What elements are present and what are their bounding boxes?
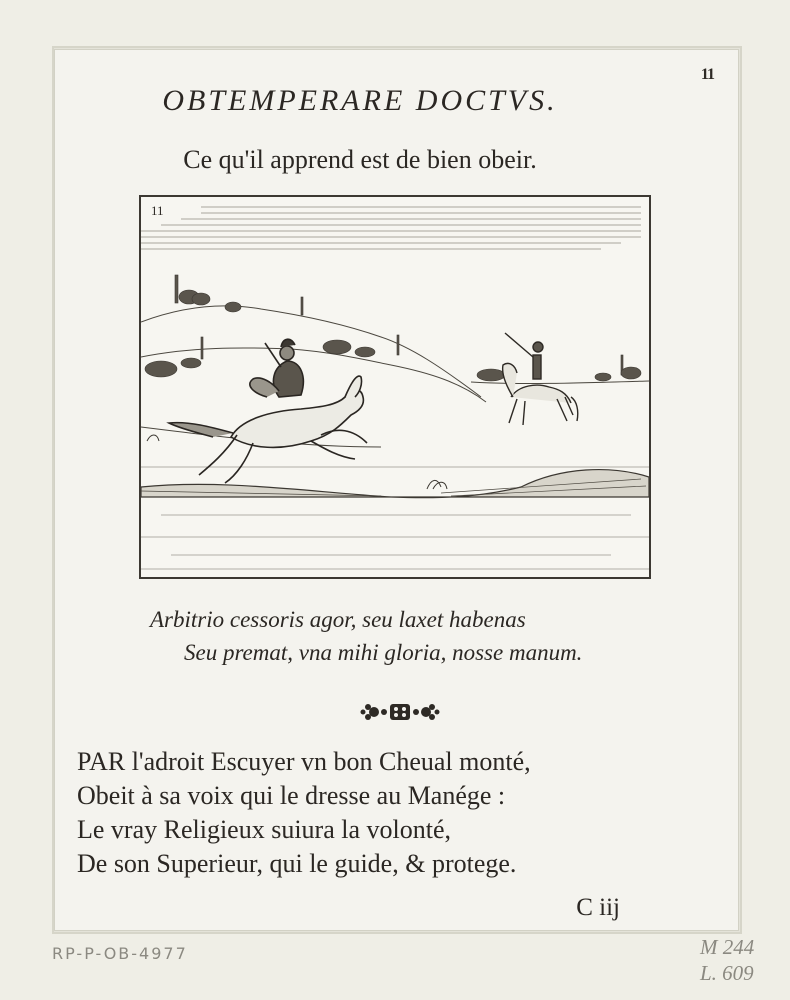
print-sheet xyxy=(55,50,738,930)
fleuron-ornament-icon xyxy=(360,699,440,725)
page-title: OBTEMPERARE DOCTVS. xyxy=(162,84,558,117)
inventory-number: RP-P-OB-4977 xyxy=(52,944,188,963)
french-line-2: Obeit à sa voix qui le dresse au Manége : xyxy=(77,781,506,810)
french-line-4: De son Superieur, qui le guide, & protege. xyxy=(77,849,517,878)
signature-mark: C iij xyxy=(576,894,620,921)
inventory-annotation-line-2: L. 609 xyxy=(700,961,754,985)
latin-verse xyxy=(150,603,710,669)
image-number: 11 xyxy=(151,203,164,218)
french-verse xyxy=(77,745,717,881)
plate-number: 11 xyxy=(700,66,714,83)
inventory-annotation-line-1: M 244 xyxy=(700,935,755,959)
landscape-riders-illustration xyxy=(141,197,649,577)
etching-image xyxy=(139,195,651,579)
latin-line-1: Arbitrio cessoris agor, seu laxet habenas xyxy=(150,607,526,632)
page-subtitle: Ce qu'il apprend est de bien obeir. xyxy=(183,145,537,174)
inventory-annotation xyxy=(700,934,790,986)
french-line-1: PAR l'adroit Escuyer vn bon Cheual monté, xyxy=(77,747,531,776)
french-line-3: Le vray Religieux suiura la volonté, xyxy=(77,815,452,844)
latin-line-2: Seu premat, vna mihi gloria, nosse manum. xyxy=(184,640,583,665)
